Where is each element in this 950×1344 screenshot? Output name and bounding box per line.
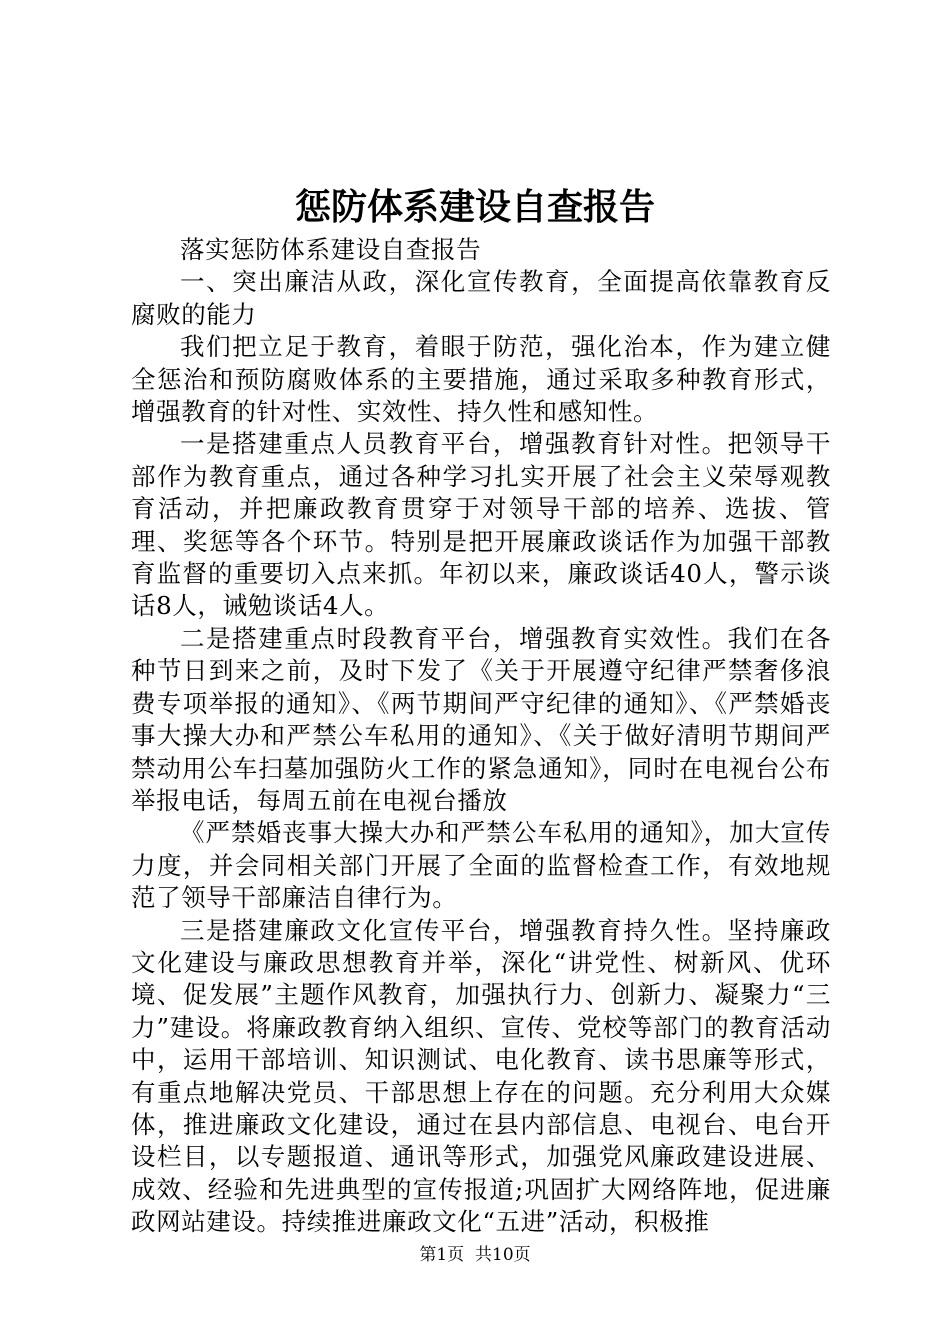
paragraph-point-two: 二是搭建重点时段教育平台，增强教育实效性。我们在各种节日到来之前，及时下发了《关于开展遵守纪律严禁奢侈浪费专项举报的通知》、《两节期间严守纪律的通知》、《严禁婚丧事大操大办和严禁公车私用的通知》、《关于做好清明节期间严禁动用公车扫墓加强防火工作的紧急通知》，同时在电视台公布举报电话，每周五前在电视台播放 (131, 623, 831, 815)
paragraph-subtitle: 落实惩防体系建设自查报告 (180, 235, 482, 264)
paragraph-point-one: 一是搭建重点人员教育平台，增强教育针对性。把领导干部作为教育重点，通过各种学习扎实开展了社会主义荣辱观教育活动，并把廉政教育贯穿于对领导干部的培养、选拔、管理、奖惩等各个环节。特别是把开展廉政谈话作为加强干部教育监督的重要切入点来抓。年初以来，廉政谈话40人，警示谈话8人，诫勉谈话4人。 (131, 429, 831, 621)
paragraph-point-two-continued: 《严禁婚丧事大操大办和严禁公车私用的通知》，加大宣传力度，并会同相关部门开展了全面的监督检查工作，有效地规范了领导干部廉洁自律行为。 (131, 818, 831, 913)
paragraph-section-heading: 一、突出廉洁从政，深化宣传教育，全面提高依靠教育反腐败的能力 (131, 267, 831, 329)
paragraph-intro: 我们把立足于教育，着眼于防范，强化治本，作为建立健全惩治和预防腐败体系的主要措施，通过采取多种教育形式，增强教育的针对性、实效性、持久性和感知性。 (131, 332, 831, 427)
document-body (131, 234, 831, 1239)
page-footer (0, 1243, 950, 1267)
page-total: 共10页 (475, 1245, 531, 1265)
page-number: 第1页 (419, 1245, 465, 1265)
document-title: 惩防体系建设自查报告 (294, 186, 655, 228)
paragraph-point-three: 三是搭建廉政文化宣传平台，增强教育持久性。坚持廉政文化建设与廉政思想教育并举，深化“讲党性、树新风、优环境、促发展”主题作风教育，加强执行力、创新力、凝聚力“三力”建设。将廉政教育纳入组织、宣传、党校等部门的教育活动中，运用干部培训、知识测试、电化教育、读书思廉等形式，有重点地解决党员、干部思想上存在的问题。充分利用大众媒体，推进廉政文化建设，通过在县内部信息、电视台、电台开设栏目，以专题报道、通讯等形式，加强党风廉政建设进展、成效、经验和先进典型的宣传报道;巩固扩大网络阵地，促进廉政网站建设。持续推进廉政文化“五进”活动，积极推 (131, 915, 831, 1237)
